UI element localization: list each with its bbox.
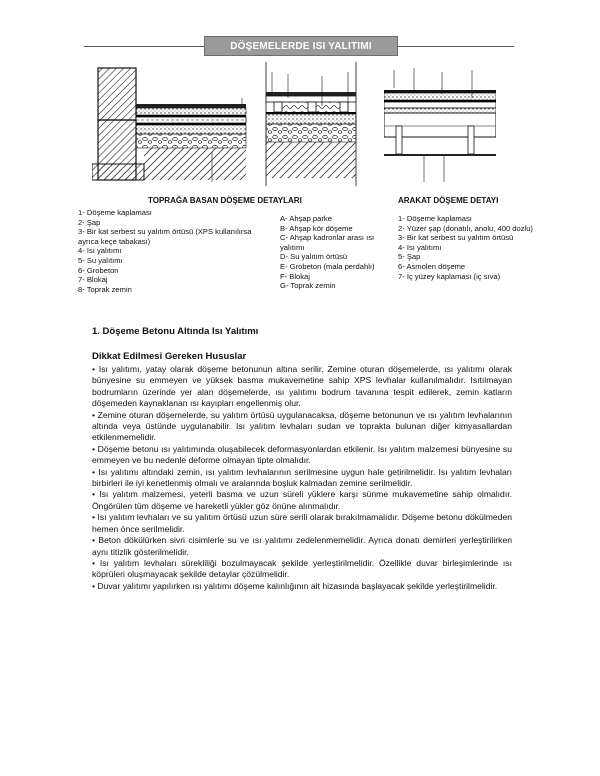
paragraph: • Döşeme betonu ısı yalıtımında oluşabilecek deformasyonlardan etkilenir. Isı yalıtım malzemesi bünyesine su emmeyen ve bu nedenle deforme olmayan tipte olmalıdır. [92, 443, 512, 466]
legend-item: 1- Döşeme kaplaması [78, 208, 152, 217]
caption-ground-floor-details: TOPRAĞA BASAN DÖŞEME DETAYLARI [148, 196, 302, 205]
paragraph: • Isı yalıtımı altındaki zemin, ısı yalıtım levhalarının serilmesine uygun hale getirilmelidir. Isı yalıtım levhaları birbirleri ile iyi kenetlenmiş olmalı ve aralarında boşluk kalmadan zemine serilmelidir. [92, 466, 512, 489]
header-rule-left [84, 46, 204, 47]
legend-item: 6- Grobeton [78, 265, 119, 275]
legend-item: 5- Şap [398, 252, 421, 262]
legend-item: 2- Yüzer şap (donatılı, anolu, 400 dozlu) [398, 223, 533, 233]
legend-item: B- Ahşap kör döşeme [280, 223, 353, 233]
section-title: 1. Döşeme Betonu Altında Isı Yalıtımı [92, 326, 259, 337]
legend-item: 5- Su yalıtımı [78, 255, 123, 265]
legend-item: D- Su yalıtım örtüsü [280, 252, 348, 262]
legend-ground-lettered [280, 214, 395, 291]
legend-intermediate [398, 214, 538, 281]
legend-item: 7- Blokaj [78, 275, 108, 285]
legend-item: 7- İç yüzey kaplaması (iç sıva) [398, 271, 501, 281]
paragraph: • Isı yalıtım malzemesi, yeterli basma ve uzun süreli yüklere karşı sünme mukavemetine sahip olmalıdır. Öngörülen tüm döşeme ve hareketli yükler göz önüne alınmalıdır. [92, 489, 512, 511]
wooden-floor-detail-drawing [252, 62, 368, 186]
legend-item: A- Ahşap parke [280, 214, 332, 223]
legend-item: 6- Asmolen döşeme [398, 261, 466, 271]
legend-ground-numbered [78, 208, 278, 294]
legend-item: 3- Bir kat serbest su yalıtım örtüsü [398, 233, 514, 243]
header-rule-right [398, 46, 514, 47]
intermediate-floor-detail-drawing [384, 64, 496, 186]
ground-floor-detail-drawing [92, 64, 250, 186]
body-text [92, 364, 512, 592]
paragraph: • Zemine oturan döşemelerde, su yalıtım örtüsü uygulanacaksa, döşeme betonunun ve ısı yalıtım levhalarının altında veya üstünde uygulanabilir. Isı yalıtım levhaları sudan ve toprakta bulunan diğer kimyasallardan etkilenmemelidir. [92, 409, 512, 443]
caption-intermediate-floor-detail: ARAKAT DÖŞEME DETAYI [398, 196, 499, 205]
paragraph: • Isı yalıtım levhaları ve su yalıtım örtüsü uzun süre serili olarak bırakılmamalıdır. Döşeme betonu dökülmeden hemen önce serilmelidir. [92, 512, 512, 534]
legend-item: 4- Isı yalıtımı [78, 246, 122, 256]
legend-item: C- Ahşap kadronlar arası ısı yalıtımı [280, 233, 375, 252]
legend-item: 3- Bir kat serbest su yalıtım örtüsü (XPS kullanılırsa ayrıca keçe tabakası) [78, 227, 252, 246]
legend-item: 1- Döşeme kaplaması [398, 214, 472, 223]
paragraph: • Duvar yalıtımı yapılırken ısı yalıtımı döşeme kalınlığının alt hizasında başlayacak şekilde yerleştirilmelidir. [92, 580, 498, 591]
legend-item: F- Blokaj [280, 271, 310, 281]
legend-item: E- Grobeton (mala perdahlı) [280, 261, 375, 271]
page-title: DÖŞEMELERDE ISI YALITIMI [204, 36, 398, 56]
legend-item: 8- Toprak zemin [78, 284, 132, 294]
paragraph: • Isı yalıtım levhaları sürekliliği bozulmayacak şekilde yerleştirilmelidir. Özellikle duvar birleşimlerinde ısı köprüleri oluşmayacak şekilde detaylar çözülmelidir. [92, 557, 512, 580]
legend-item: 2- Şap [78, 217, 101, 227]
paragraph: • Isı yalıtımı, yatay olarak döşeme betonunun altına serilir. Zemine oturan döşemelerde, ısı yalıtımı olarak bünyesine su emmeyen ve yüksek basma mukavemetine sahip XPS levhalar kullanılmalıdır. Isıtılmayan bodrumların üzerinde yer alan döşemelerde, ısı yalıtımı bodrum tavanına tespit edilerek, zemin katların döşemeden kaynaklanan ısı kayıpları engellenmiş olur. [92, 364, 512, 409]
paragraph: • Beton dökülürken sivri cisimlerle su ve ısı yalıtımı zedelenmemelidir. Ayrıca donatı demirleri yerleştirilirken aynı titizlik gösterilmelidir. [92, 535, 512, 557]
section-subtitle: Dikkat Edilmesi Gereken Hususlar [92, 351, 247, 362]
legend-item: 4- Isı yalıtımı [398, 242, 442, 252]
legend-item: G- Toprak zemin [280, 281, 336, 291]
